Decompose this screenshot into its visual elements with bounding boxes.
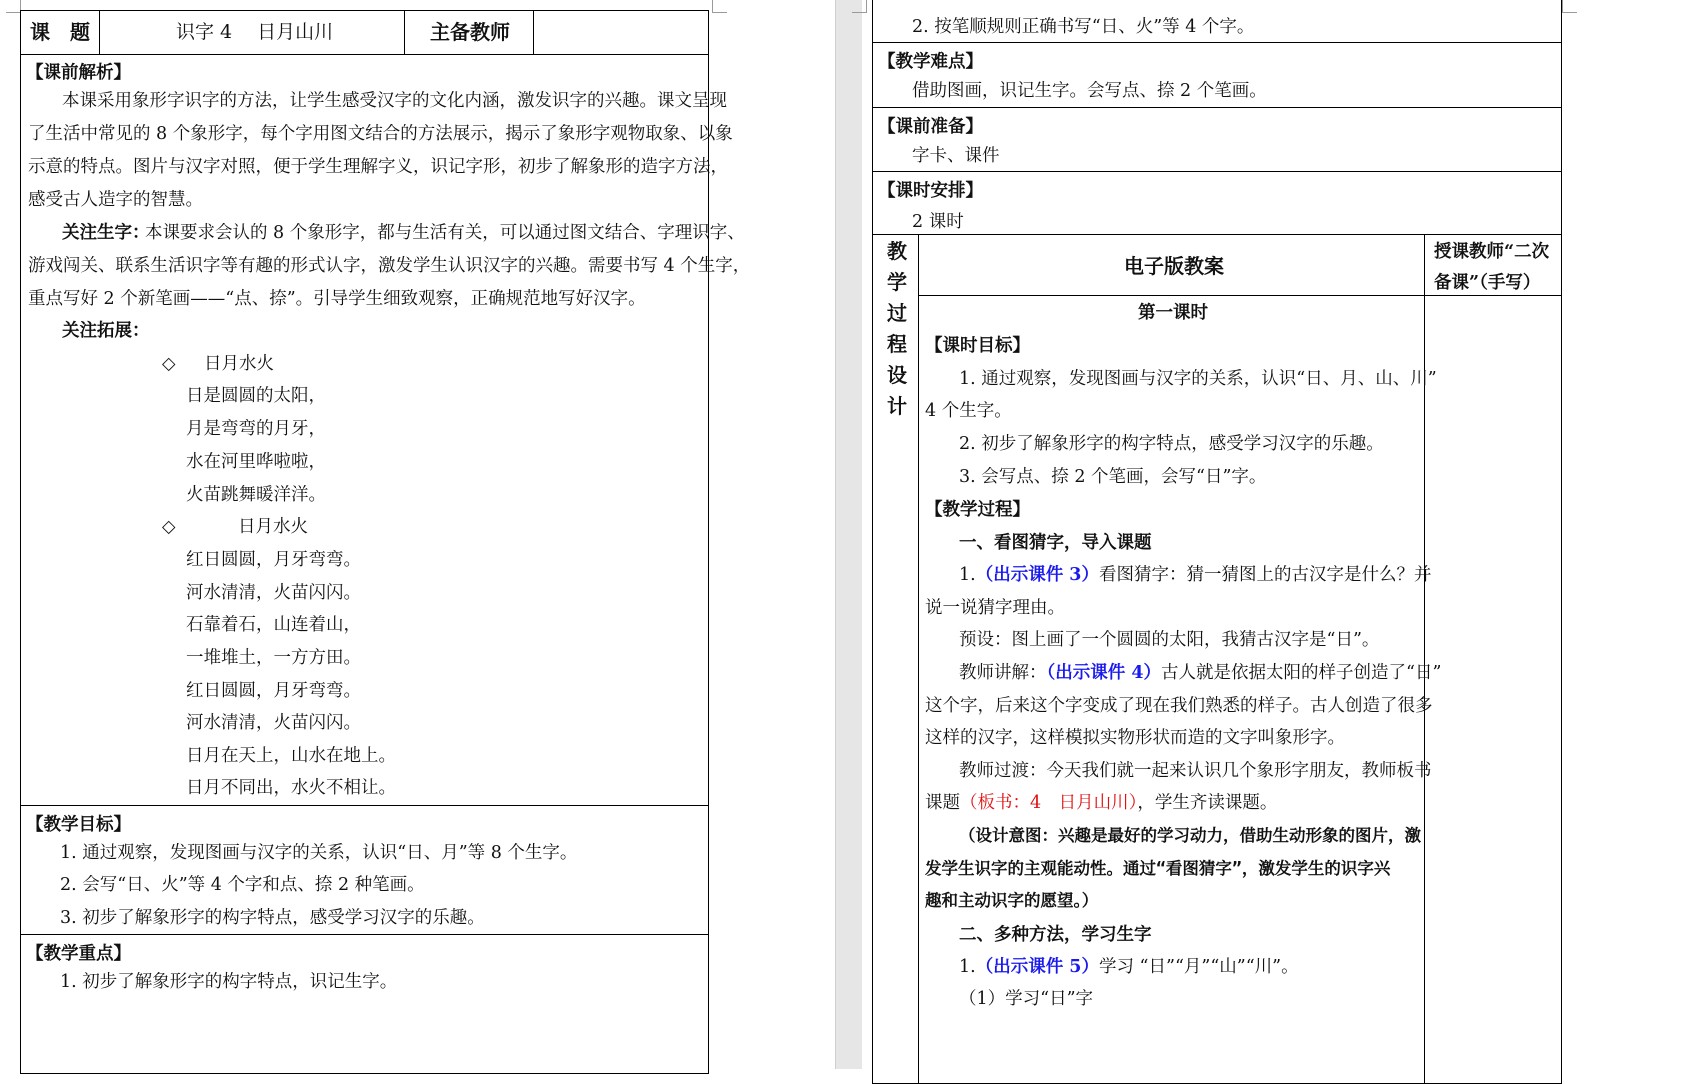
page-gutter bbox=[835, 0, 863, 1069]
page-left bbox=[0, 0, 835, 1069]
prep-heading: 【课前准备】 bbox=[878, 117, 983, 137]
teacher-col-label: 授课教师“二次 bbox=[1434, 242, 1550, 262]
explain-line: 这个字，后来这个字变成了现在我们熟悉的样子。古人创造了很多 bbox=[925, 696, 1433, 716]
step-number: 1. bbox=[959, 957, 976, 977]
poem-title: 日月水火 bbox=[204, 354, 274, 374]
poem-line: 水在河里哗啦啦， bbox=[186, 452, 326, 472]
transition-text: ，学生齐读课题。 bbox=[1137, 793, 1278, 813]
preset-line: 预设：图上画了一个圆圆的太阳，我猜古汉字是“日”。 bbox=[959, 630, 1380, 650]
table-divider bbox=[1424, 234, 1425, 1084]
page-right bbox=[862, 0, 1683, 1069]
teacher-label: 主备教师 bbox=[430, 20, 510, 44]
key-item: 1. 初步了解象形字的构字特点，识记生字。 bbox=[60, 972, 398, 992]
poem-line: 红日圆圆，月牙弯弯。 bbox=[186, 550, 361, 570]
crop-mark bbox=[712, 0, 727, 13]
ebook-heading: 电子版教案 bbox=[1124, 254, 1224, 278]
step-line: 说一说猜字理由。 bbox=[925, 598, 1065, 618]
lesson-title: 识字 4 日月山川 bbox=[176, 21, 334, 43]
courseware-ref: （出示课件 5） bbox=[975, 957, 1099, 977]
key-item: 2. 按笔顺规则正确书写“日、火”等 4 个字。 bbox=[912, 17, 1255, 37]
table-divider bbox=[533, 10, 534, 55]
poem-line: 河水清清，火苗闪闪。 bbox=[186, 583, 361, 603]
table-divider bbox=[918, 295, 1562, 296]
step-line: （1）学习“日”字 bbox=[959, 989, 1094, 1009]
lesson-goal: 2. 初步了解象形字的构字特点，感受学习汉字的乐趣。 bbox=[959, 434, 1384, 454]
step-text: 学习 “日”“月”“山”“川”。 bbox=[1098, 957, 1299, 977]
paragraph-line: 感受古人造字的智慧。 bbox=[28, 190, 203, 210]
section-heading: 二、多种方法，学习生字 bbox=[959, 925, 1152, 945]
poem-line: 石靠着石，山连着山， bbox=[186, 615, 361, 635]
difficulty-text: 借助图画，识记生字。会写点、捺 2 个笔画。 bbox=[912, 81, 1267, 101]
explain-text: 古人就是依据太阳的样子创造了“日” bbox=[1161, 663, 1442, 683]
step-text: 看图猜字：猜一猜图上的古汉字是什么？并 bbox=[1098, 565, 1432, 585]
step-line bbox=[959, 957, 1299, 977]
subject-label: 课 题 bbox=[30, 20, 90, 44]
paragraph-line: 本课采用象形字识字的方法，让学生感受汉字的文化内涵，激发识字的兴趣。课文呈现 bbox=[62, 91, 727, 111]
process-col-char: 计 bbox=[887, 394, 907, 418]
transition-line bbox=[925, 793, 1277, 813]
lesson-goal: 3. 会写点、捺 2 个笔画，会写“日”字。 bbox=[959, 467, 1267, 487]
process-col-char: 学 bbox=[887, 270, 907, 294]
paragraph-line: 重点写好 2 个新笔画——“点、捺”。引导学生细致观察，正确规范地写好汉字。 bbox=[28, 289, 646, 309]
transition-text: 课题 bbox=[925, 793, 960, 813]
paragraph-line: 了生活中常见的 8 个象形字，每个字用图文结合的方法展示，揭示了象形字观物取象、以象 bbox=[28, 124, 733, 144]
focus-label: 关注生字： bbox=[62, 223, 150, 243]
board-note: （板书：4 日月山川） bbox=[960, 793, 1138, 813]
poem-line: 一堆堆土，一方方田。 bbox=[186, 648, 361, 668]
explain-line: 这样的汉字，这样模拟实物形状而造的文字叫象形字。 bbox=[925, 728, 1345, 748]
paragraph-line: 本课要求会认的 8 个象形字，都与生活有关，可以通过图文结合、字理识字、 bbox=[145, 223, 745, 243]
paragraph-line: 示意的特点。图片与汉字对照，便于学生理解字义，识记字形，初步了解象形的造字方法， bbox=[28, 157, 728, 177]
poem-line: 日月在天上，山水在地上。 bbox=[186, 746, 396, 766]
goals-heading: 【教学目标】 bbox=[26, 815, 131, 835]
header-table bbox=[20, 10, 709, 55]
prep-text: 字卡、课件 bbox=[912, 146, 1000, 166]
poem-line: 红日圆圆，月牙弯弯。 bbox=[186, 681, 361, 701]
transition-line: 教师过渡：今天我们就一起来认识几个象形字朋友，教师板书 bbox=[959, 761, 1432, 781]
process-col-char: 过 bbox=[887, 301, 907, 325]
paragraph-line: 游戏闯关、联系生活识字等有趣的形式认字，激发学生认识汉字的兴趣。需要书写 4 个生字， bbox=[28, 256, 751, 276]
goal-item: 3. 初步了解象形字的构字特点，感受学习汉字的乐趣。 bbox=[60, 908, 485, 928]
crop-mark bbox=[1562, 0, 1577, 13]
poem-line: 月是弯弯的月牙， bbox=[186, 419, 326, 439]
explain-line bbox=[959, 663, 1441, 683]
poem-line: 河水清清，火苗闪闪。 bbox=[186, 713, 361, 733]
table-divider bbox=[918, 234, 919, 1084]
poem-line: 日是圆圆的太阳， bbox=[186, 386, 326, 406]
courseware-ref: （出示课件 3） bbox=[975, 565, 1099, 585]
diamond-bullet: ◇ bbox=[162, 517, 176, 537]
explain-label: 教师讲解： bbox=[959, 663, 1047, 683]
key-heading: 【教学重点】 bbox=[26, 944, 131, 964]
diamond-bullet: ◇ bbox=[162, 354, 176, 374]
section-heading: 一、看图猜字，导入课题 bbox=[959, 533, 1152, 553]
step-line bbox=[959, 565, 1431, 585]
difficulty-heading: 【教学难点】 bbox=[878, 52, 983, 72]
schedule-text: 2 课时 bbox=[912, 212, 964, 232]
lesson-goal: 4 个生字。 bbox=[925, 401, 1012, 421]
process-col-char: 程 bbox=[887, 332, 907, 356]
design-intent: （设计意图：兴趣是最好的学习动力，借助生动形象的图片，激 bbox=[959, 826, 1421, 845]
design-intent: 趣和主动识字的愿望。） bbox=[925, 891, 1099, 910]
courseware-ref: （出示课件 4） bbox=[1046, 663, 1162, 683]
crop-mark bbox=[852, 0, 867, 13]
expand-label: 关注拓展： bbox=[62, 321, 150, 341]
process-col-char: 教 bbox=[887, 239, 907, 263]
poem-title: 日月水火 bbox=[238, 517, 308, 537]
lesson-goal: 1. 通过观察，发现图画与汉字的关系，认识“日、月、山、川” bbox=[959, 369, 1437, 389]
process-heading: 【教学过程】 bbox=[925, 500, 1030, 520]
lesson-goal-heading: 【课时目标】 bbox=[925, 336, 1030, 356]
crop-mark bbox=[6, 0, 21, 13]
lesson-title: 第一课时 bbox=[1138, 303, 1208, 323]
poem-line: 日月不同出，水火不相让。 bbox=[186, 778, 396, 798]
teacher-col-label: 备课”（手写） bbox=[1434, 273, 1541, 293]
schedule-heading: 【课时安排】 bbox=[878, 181, 983, 201]
pre-analysis-heading: 【课前解析】 bbox=[26, 63, 131, 83]
goal-item: 1. 通过观察，发现图画与汉字的关系，认识“日、月”等 8 个生字。 bbox=[60, 843, 578, 863]
step-number: 1. bbox=[959, 565, 976, 585]
table-divider bbox=[404, 10, 405, 55]
design-intent: 发学生识字的主观能动性。通过“看图猜字”，激发学生的识字兴 bbox=[925, 859, 1391, 878]
poem-line: 火苗跳舞暖洋洋。 bbox=[186, 485, 326, 505]
process-col-char: 设 bbox=[887, 363, 907, 387]
table-divider bbox=[99, 10, 100, 55]
goal-item: 2. 会写“日、火”等 4 个字和点、捺 2 种笔画。 bbox=[60, 875, 425, 895]
